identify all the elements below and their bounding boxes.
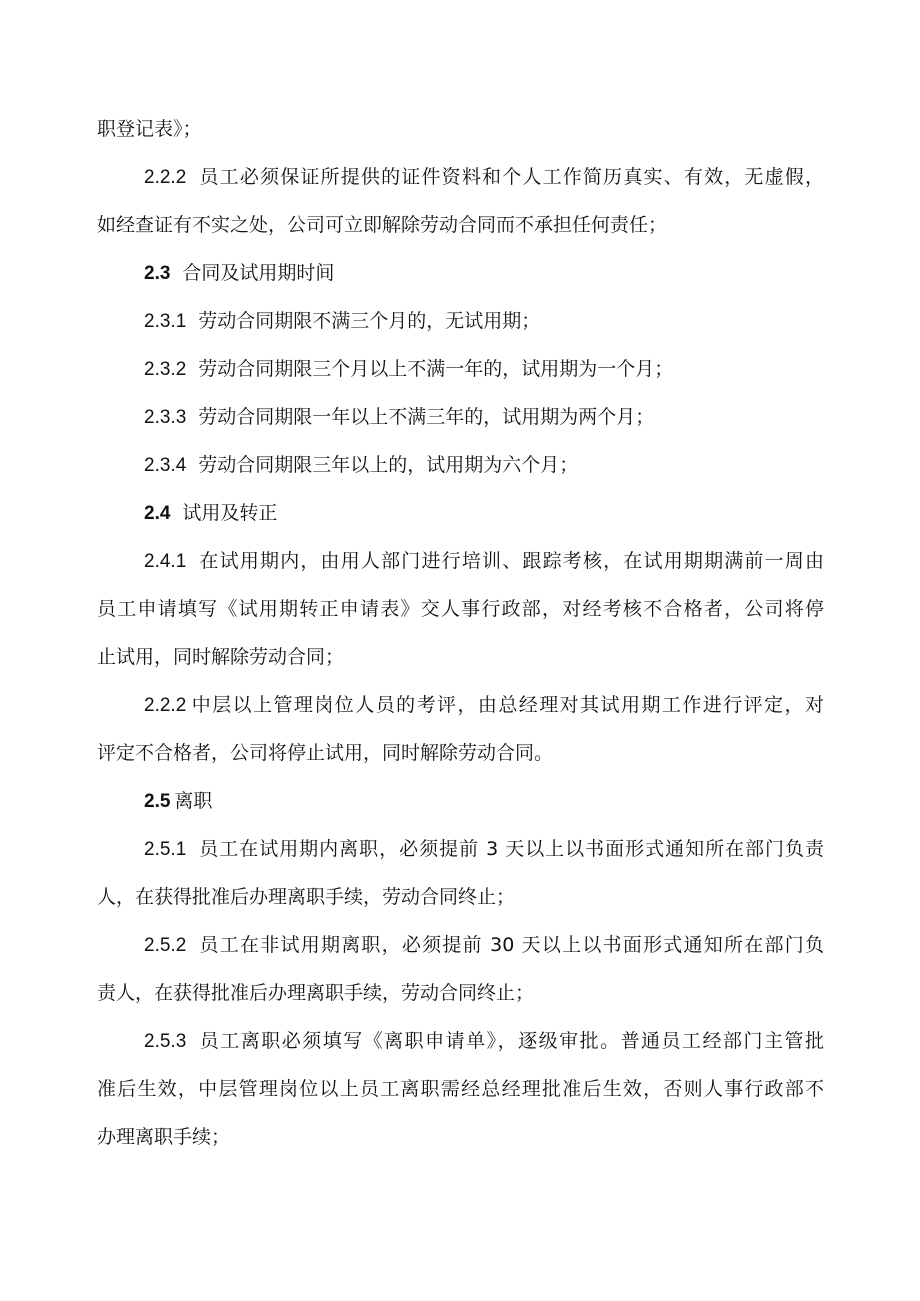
paragraph-line	[97, 644, 344, 670]
text: 如经查证有不实之处，公司可立即解除劳动合同而不承担任何责任；	[97, 214, 668, 236]
clause-number: 2.5.3	[144, 1031, 187, 1052]
paragraph-line	[97, 884, 515, 910]
text: 员工申请填写《试用期转正申请表》交人事行政部，对经考核不合格者，公司将停	[97, 598, 824, 620]
section-heading-2-5	[144, 788, 212, 815]
paragraph-line	[97, 1124, 230, 1150]
section-title: 试用及转正	[182, 502, 278, 524]
clause-number: 2.2.2	[144, 167, 187, 188]
paragraph-line	[97, 740, 553, 766]
text: 员工离职必须填写《离职申请单》，逐级审批。普通员工经部门主管批	[198, 1030, 824, 1052]
text: 劳动合同期限一年以上不满三年的，试用期为两个月；	[198, 406, 655, 428]
text: 劳动合同期限不满三个月的，无试用期；	[198, 310, 541, 332]
text: 在试用期内，由用人部门进行培训、跟踪考核，在试用期期满前一周由	[198, 550, 824, 572]
section-number: 2.4	[144, 503, 171, 524]
text: 劳动合同期限三年以上的，试用期为六个月；	[198, 454, 579, 476]
clause-2-5-1	[144, 836, 824, 863]
clause-number: 2.3.4	[144, 455, 187, 476]
paragraph-line	[97, 1076, 824, 1102]
paragraph-line	[97, 596, 824, 622]
text: 止试用，同时解除劳动合同；	[97, 646, 345, 668]
text: 人，在获得批准后办理离职手续，劳动合同终止；	[97, 886, 516, 908]
clause-number: 2.3.2	[144, 359, 187, 380]
text: 劳动合同期限三个月以上不满一年的，试用期为一个月；	[198, 358, 674, 380]
section-number: 2.3	[144, 263, 171, 284]
clause-2-2-2-review	[144, 692, 824, 719]
paragraph-line	[97, 116, 202, 142]
clause-2-4-1	[144, 548, 824, 575]
section-heading-2-3	[144, 260, 334, 287]
text: 中层以上管理岗位人员的考评，由总经理对其试用期工作进行评定，对	[190, 694, 824, 716]
clause-2-3-2	[144, 356, 673, 383]
text: 准后生效，中层管理岗位以上员工离职需经总经理批准后生效，否则人事行政部不	[97, 1078, 824, 1100]
clause-number: 2.4.1	[144, 551, 187, 572]
clause-2-5-2	[144, 932, 824, 959]
paragraph-line	[97, 212, 667, 238]
clause-number: 2.2.2	[144, 695, 187, 716]
section-title: 合同及试用期时间	[182, 262, 335, 284]
text: 责人，在获得批准后办理离职手续，劳动合同终止；	[97, 982, 535, 1004]
clause-2-5-3	[144, 1028, 824, 1055]
clause-number: 2.3.1	[144, 311, 187, 332]
clause-2-2-2	[144, 164, 824, 191]
text: 员工在非试用期离职，必须提前 30 天以上以书面形式通知所在部门负	[198, 934, 824, 956]
clause-2-3-4	[144, 452, 578, 479]
text: 评定不合格者，公司将停止试用，同时解除劳动合同。	[97, 742, 554, 764]
text: 办理离职手续；	[97, 1126, 231, 1148]
clause-number: 2.5.2	[144, 935, 187, 956]
paragraph-line	[97, 980, 534, 1006]
section-title: 离职	[174, 790, 213, 812]
text: 职登记表》；	[97, 118, 202, 140]
text: 员工必须保证所提供的证件资料和个人工作简历真实、有效，无虚假，	[198, 166, 824, 188]
clause-number: 2.5.1	[144, 839, 187, 860]
clause-number: 2.3.3	[144, 407, 187, 428]
clause-2-3-1	[144, 308, 540, 335]
section-number: 2.5	[144, 791, 171, 812]
text: 员工在试用期内离职，必须提前 3 天以上以书面形式通知所在部门负责	[198, 838, 824, 860]
clause-2-3-3	[144, 404, 654, 431]
section-heading-2-4	[144, 500, 277, 527]
